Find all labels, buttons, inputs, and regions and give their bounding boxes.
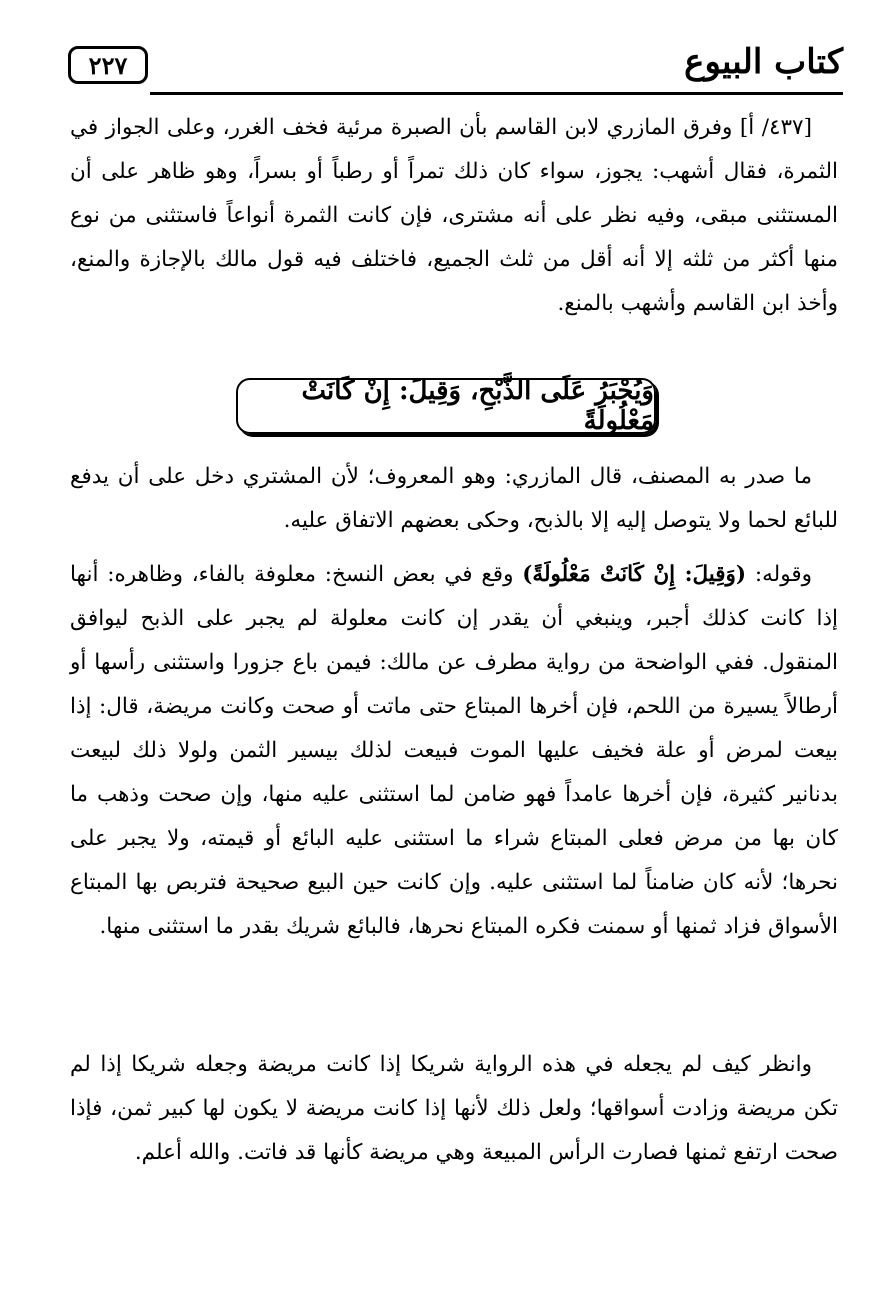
paragraph-rest: وقع في بعض النسخ: معلوفة بالفاء، وظاهره: أنها إذا كانت كذلك أجبر، وينبغي أن يقدر إن كانت معلولة لم يجبر على الذبح ليوافق المنقول. ففي الواضحة من رواية مطرف عن مالك: فيمن باع جزورا واستثنى رأسها أو أرطالاً يسيرة من اللحم، فإن أخرها المبتاع حتى ماتت أو صحت وكانت مريضة، قال: إذا بيعت لمرض أو علة فخيف عليها الموت فبيعت لذلك بيسير الثمن ولولا ذلك لبيعت بدنانير كثيرة، فإن أخرها عامداً فهو ضامن لما استثنى عليه منها، وإن صحت وذهب ما كان بها من مرض فعلى المبتاع شراء ما استثنى عليه البائع أو قيمته، ولا يجبر على نحرها؛ لأنه كان ضامناً لما استثنى عليه. وإن كانت حين البيع صحيحة فتربص بها المبتاع الأسواق فزاد ثمنها أو سمنت فكره المبتاع نحرها، فالبائع شريك بقدر ما استثنى منها. xyxy=(70,562,838,939)
paragraph-lead: وقوله: xyxy=(746,562,812,587)
paragraph-text: وانظر كيف لم يجعله في هذه الرواية شريكا إذا كانت مريضة وجعله شريكا إذا لم تكن مريضة وزادت أسواقها؛ ولعل ذلك لأنها إذا كانت مريضة لا يكون لها كبير ثمن، فإذا صحت ارتفع ثمنها فصارت الرأس المبيعة وهي مريضة كأنها قد فاتت. والله أعلم. xyxy=(70,1052,838,1165)
book-title: كتاب البيوع xyxy=(684,42,843,82)
paragraph-1 xyxy=(70,106,838,326)
paragraph-4 xyxy=(70,1043,838,1175)
quoted-matn: (وَقِيلَ: إِنْ كَانَتْ مَعْلُولَةً) xyxy=(522,562,747,587)
paragraph-2 xyxy=(70,455,838,543)
header-rule xyxy=(150,92,843,95)
page-number: ٢٢٧ xyxy=(68,46,148,84)
matn-heading-box xyxy=(236,378,656,434)
paragraph-text: ما صدر به المصنف، قال المازري: وهو المعروف؛ لأن المشتري دخل على أن يدفع للبائع لحما ولا يتوصل إليه إلا بالذبح، وحكى بعضهم الاتفاق عليه. xyxy=(70,464,838,533)
paragraph-text xyxy=(70,553,838,949)
matn-heading: وَيُجْبَرُ عَلَى الذَّبْحِ، وَقِيلَ: إِنْ كَانَتْ مَعْلُولَةً xyxy=(301,376,654,436)
paragraph-text: [٤٣٧/ أ] وفرق المازري لابن القاسم بأن الصبرة مرئية فخف الغرر، وعلى الجواز في الثمرة، فقال أشهب: يجوز، سواء كان ذلك تمراً أو رطباً أو بسراً، وهو ظاهر على أن المستثنى مبقى، وفيه نظر على أنه مشترى، فإن كانت الثمرة أنواعاً فاستثنى من نوع منها أكثر من ثلثه إلا أنه أقل من ثلث الجميع، فاختلف فيه قول مالك بالإجازة والمنع، وأخذ ابن القاسم وأشهب بالمنع. xyxy=(70,115,838,316)
page-header xyxy=(68,44,843,96)
paragraph-3 xyxy=(70,553,838,949)
